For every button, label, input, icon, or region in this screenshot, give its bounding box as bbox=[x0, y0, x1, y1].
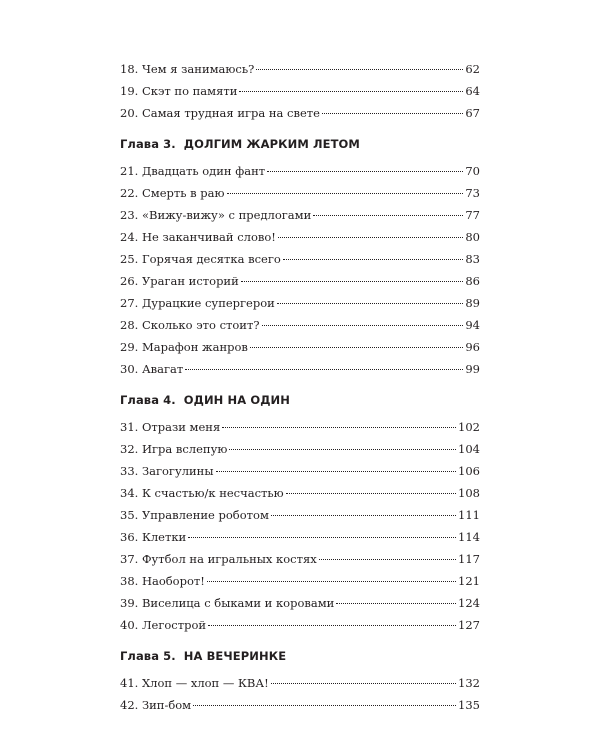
toc-entry[interactable] bbox=[120, 592, 480, 614]
entry-title bbox=[120, 482, 284, 504]
toc-entry[interactable] bbox=[120, 482, 480, 504]
toc-entry[interactable] bbox=[120, 460, 480, 482]
dot-leader bbox=[278, 237, 463, 238]
entry-text: Самая трудная игра на свете bbox=[141, 106, 320, 120]
entry-number: 26. bbox=[120, 274, 139, 288]
dot-leader bbox=[313, 215, 463, 216]
entry-number: 39. bbox=[120, 596, 139, 610]
entry-text: Ураган историй bbox=[141, 274, 239, 288]
chapter-heading bbox=[120, 134, 480, 154]
entry-page-number: 64 bbox=[465, 84, 480, 98]
entry-title bbox=[120, 80, 237, 102]
entry-text: Горячая десятка всего bbox=[141, 252, 281, 266]
toc-entry[interactable] bbox=[120, 102, 480, 124]
entry-number: 24. bbox=[120, 230, 139, 244]
toc-entry[interactable] bbox=[120, 314, 480, 336]
entry-title bbox=[120, 460, 214, 482]
entry-title bbox=[120, 438, 227, 460]
entry-page-number: 94 bbox=[465, 318, 480, 332]
toc-entry[interactable] bbox=[120, 504, 480, 526]
entry-text: Чем я занимаюсь? bbox=[141, 62, 255, 76]
entry-text: Виселица с быками и коровами bbox=[141, 596, 335, 610]
toc-entry[interactable] bbox=[120, 204, 480, 226]
entry-page-number: 70 bbox=[465, 164, 480, 178]
dot-leader bbox=[286, 493, 456, 494]
entry-title bbox=[120, 548, 317, 570]
entry-number: 28. bbox=[120, 318, 139, 332]
entry-number: 31. bbox=[120, 420, 139, 434]
entry-number: 40. bbox=[120, 618, 139, 632]
entry-number: 29. bbox=[120, 340, 139, 354]
entry-title bbox=[120, 102, 320, 124]
dot-leader bbox=[283, 259, 464, 260]
chapter-title: НА ВЕЧЕРИНКЕ bbox=[183, 649, 287, 663]
toc-entry[interactable] bbox=[120, 80, 480, 102]
entry-text: Не заканчивай слово! bbox=[141, 230, 276, 244]
entry-title bbox=[120, 592, 334, 614]
dot-leader bbox=[250, 347, 463, 348]
dot-leader bbox=[185, 369, 463, 370]
dot-leader bbox=[277, 303, 464, 304]
entry-title bbox=[120, 182, 225, 204]
entry-page-number: 73 bbox=[465, 186, 480, 200]
dot-leader bbox=[256, 69, 463, 70]
toc-entry[interactable] bbox=[120, 160, 480, 182]
entry-text: Авагат bbox=[141, 362, 184, 376]
entry-title bbox=[120, 526, 186, 548]
entry-number: 37. bbox=[120, 552, 139, 566]
dot-leader bbox=[267, 171, 463, 172]
entry-page-number: 80 bbox=[465, 230, 480, 244]
dot-leader bbox=[207, 581, 456, 582]
toc-entry[interactable] bbox=[120, 292, 480, 314]
toc-entry[interactable] bbox=[120, 58, 480, 80]
entry-number: 32. bbox=[120, 442, 139, 456]
entry-title bbox=[120, 160, 265, 182]
entry-text: Загогулины bbox=[141, 464, 214, 478]
entry-page-number: 67 bbox=[465, 106, 480, 120]
entry-page-number: 121 bbox=[458, 574, 480, 588]
entry-number: 21. bbox=[120, 164, 139, 178]
entry-text: Сколько это стоит? bbox=[141, 318, 260, 332]
entry-page-number: 102 bbox=[458, 420, 480, 434]
entry-number: 34. bbox=[120, 486, 139, 500]
chapter-heading bbox=[120, 390, 480, 410]
entry-title bbox=[120, 314, 260, 336]
entry-page-number: 132 bbox=[458, 676, 480, 690]
entry-title bbox=[120, 292, 275, 314]
entry-page-number: 111 bbox=[458, 508, 480, 522]
entry-text: Хлоп — хлоп — КВА! bbox=[141, 676, 269, 690]
entry-number: 25. bbox=[120, 252, 139, 266]
entry-page-number: 89 bbox=[465, 296, 480, 310]
entry-title bbox=[120, 226, 276, 248]
entry-number: 41. bbox=[120, 676, 139, 690]
entry-text: Зип-бом bbox=[141, 698, 192, 712]
entry-page-number: 127 bbox=[458, 618, 480, 632]
entry-title bbox=[120, 336, 248, 358]
chapter-heading bbox=[120, 646, 480, 666]
dot-leader bbox=[227, 193, 464, 194]
entry-text: Клетки bbox=[141, 530, 187, 544]
entry-text: Отрази меня bbox=[141, 420, 221, 434]
toc-entry[interactable] bbox=[120, 182, 480, 204]
entry-title bbox=[120, 504, 269, 526]
entry-title bbox=[120, 58, 254, 80]
entry-number: 42. bbox=[120, 698, 139, 712]
entry-page-number: 99 bbox=[465, 362, 480, 376]
entry-text: Футбол на игральных костях bbox=[141, 552, 317, 566]
entry-number: 23. bbox=[120, 208, 139, 222]
dot-leader bbox=[229, 449, 456, 450]
entry-page-number: 135 bbox=[458, 698, 480, 712]
entry-number: 22. bbox=[120, 186, 139, 200]
entry-title bbox=[120, 672, 269, 694]
entry-page-number: 106 bbox=[458, 464, 480, 478]
entry-text: Марафон жанров bbox=[141, 340, 248, 354]
entry-text: Наоборот! bbox=[141, 574, 205, 588]
toc-entry[interactable] bbox=[120, 438, 480, 460]
entry-page-number: 117 bbox=[458, 552, 480, 566]
table-of-contents bbox=[120, 58, 480, 716]
toc-entry[interactable] bbox=[120, 416, 480, 438]
toc-entry[interactable] bbox=[120, 672, 480, 694]
entry-page-number: 62 bbox=[465, 62, 480, 76]
dot-leader bbox=[271, 515, 456, 516]
toc-entry[interactable] bbox=[120, 358, 480, 380]
entry-page-number: 86 bbox=[465, 274, 480, 288]
toc-entry[interactable] bbox=[120, 226, 480, 248]
toc-entry[interactable] bbox=[120, 526, 480, 548]
dot-leader bbox=[188, 537, 456, 538]
toc-entry[interactable] bbox=[120, 248, 480, 270]
entry-text: Управление роботом bbox=[141, 508, 269, 522]
entry-text: Игра вслепую bbox=[141, 442, 228, 456]
entry-title bbox=[120, 358, 183, 380]
entry-title bbox=[120, 204, 311, 226]
entry-text: К счастью/к несчастью bbox=[141, 486, 284, 500]
entry-text: Легострой bbox=[141, 618, 207, 632]
entry-text: Двадцать один фант bbox=[141, 164, 266, 178]
entry-title bbox=[120, 248, 281, 270]
entry-number: 33. bbox=[120, 464, 139, 478]
dot-leader bbox=[322, 113, 463, 114]
entry-number: 20. bbox=[120, 106, 139, 120]
dot-leader bbox=[319, 559, 456, 560]
dot-leader bbox=[222, 427, 456, 428]
toc-entry[interactable] bbox=[120, 694, 480, 716]
entry-title bbox=[120, 570, 205, 592]
dot-leader bbox=[239, 91, 463, 92]
toc-entry[interactable] bbox=[120, 548, 480, 570]
entry-page-number: 108 bbox=[458, 486, 480, 500]
toc-entry[interactable] bbox=[120, 614, 480, 636]
dot-leader bbox=[271, 683, 456, 684]
entry-text: Смерть в раю bbox=[141, 186, 225, 200]
entry-number: 19. bbox=[120, 84, 139, 98]
chapter-label: Глава 4. bbox=[120, 393, 176, 407]
toc-entry[interactable] bbox=[120, 570, 480, 592]
entry-number: 27. bbox=[120, 296, 139, 310]
dot-leader bbox=[336, 603, 456, 604]
entry-text: Скэт по памяти bbox=[141, 84, 238, 98]
entry-number: 38. bbox=[120, 574, 139, 588]
dot-leader bbox=[241, 281, 464, 282]
dot-leader bbox=[262, 325, 464, 326]
entry-title bbox=[120, 416, 220, 438]
entry-number: 30. bbox=[120, 362, 139, 376]
entry-text: Дурацкие супергерои bbox=[141, 296, 275, 310]
entry-page-number: 124 bbox=[458, 596, 480, 610]
entry-page-number: 96 bbox=[465, 340, 480, 354]
entry-title bbox=[120, 614, 206, 636]
entry-page-number: 114 bbox=[458, 530, 480, 544]
chapter-title: ОДИН НА ОДИН bbox=[183, 393, 291, 407]
chapter-label: Глава 5. bbox=[120, 649, 176, 663]
dot-leader bbox=[208, 625, 456, 626]
entry-text: «Вижу-вижу» с предлогами bbox=[141, 208, 312, 222]
entry-number: 35. bbox=[120, 508, 139, 522]
entry-title bbox=[120, 694, 191, 716]
chapter-label: Глава 3. bbox=[120, 137, 176, 151]
entry-number: 36. bbox=[120, 530, 139, 544]
entry-page-number: 104 bbox=[458, 442, 480, 456]
entry-number: 18. bbox=[120, 62, 139, 76]
entry-title bbox=[120, 270, 239, 292]
dot-leader bbox=[193, 705, 456, 706]
entry-page-number: 83 bbox=[465, 252, 480, 266]
dot-leader bbox=[216, 471, 457, 472]
chapter-title: ДОЛГИМ ЖАРКИМ ЛЕТОМ bbox=[183, 137, 360, 151]
entry-page-number: 77 bbox=[465, 208, 480, 222]
toc-entry[interactable] bbox=[120, 336, 480, 358]
toc-entry[interactable] bbox=[120, 270, 480, 292]
